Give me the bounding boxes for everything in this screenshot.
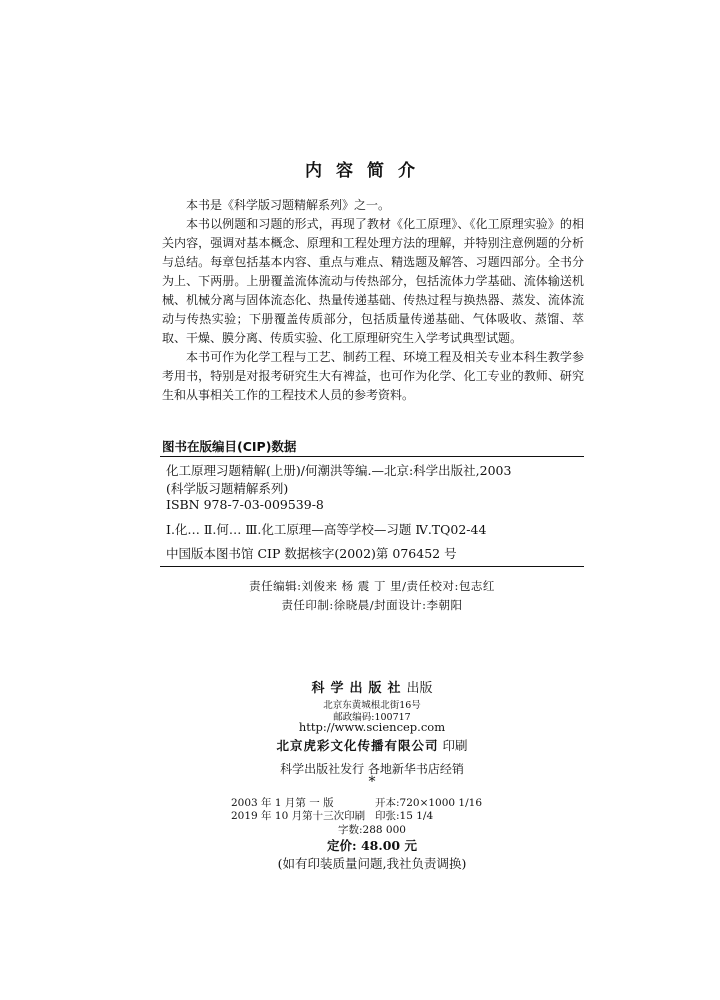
- intro-paragraph: 本书以例题和习题的形式，再现了教材《化工原理》、《化工原理实验》的相关内容，强调对基本概念、原理和工程处理方法的理解，并特别注意例题的分析与总结。每章包括基本内容、重点与难点、精选题及解答、习题四部分。全书分为上、下两册。上册覆盖流体流动与传热部分，包括流体力学基础、流体输送机械、机械分离与固体流态化、热量传递基础、传热过程与换热器、蒸发、流体流动与传热实验；下册覆盖传质部分，包括质量传递基础、气体吸收、蒸馏、萃取、干燥、膜分离、传质实验、化工原理研究生入学考试典型试题。: [162, 217, 584, 345]
- publisher-address: 北京东黄城根北街16号: [323, 700, 421, 711]
- credits-line-2: 责任印制:徐晓晨/封面设计:李朝阳: [281, 598, 463, 612]
- sheets-info: 印张:15 1/4: [375, 810, 434, 822]
- quality-notice: (如有印装质量问题,我社负责调换): [277, 856, 467, 871]
- cip-classification: Ⅰ.化… Ⅱ.何… Ⅲ.化工原理—高等学校—习题 Ⅳ.TQ02-44: [166, 522, 487, 537]
- publisher-line: [160, 677, 584, 696]
- price: 定价: 48.00 元: [327, 838, 417, 853]
- page-title: 内容简介: [305, 161, 429, 181]
- edition-info: 2003 年 1 月第 一 版: [231, 797, 334, 809]
- credits-line-1: 责任编辑:刘俊来 杨 震 丁 里/责任校对:包志红: [249, 579, 495, 593]
- wordcount-info: 字数:288 000: [338, 824, 406, 836]
- printer-name: 北京虎彩文化传播有限公司: [276, 738, 439, 753]
- publisher-suffix: 出版: [406, 681, 433, 696]
- cip-bottom-rule: [160, 566, 584, 567]
- separator-star: *: [368, 774, 376, 790]
- intro-text: [162, 196, 584, 405]
- publisher-url: http://www.sciencep.com: [298, 720, 446, 734]
- printing-info: 2019 年 10 月第十三次印刷: [231, 810, 366, 822]
- intro-paragraph: 本书可作为化学工程与工艺、制药工程、环境工程及相关专业本科生教学参考用书，特别是对报考研究生大有裨益，也可作为化学、化工专业的教师、研究生和从事相关工作的工程技术人员的参考资料。: [162, 350, 584, 402]
- publisher-name: 科学出版社: [311, 681, 407, 696]
- printer-line: [160, 736, 584, 754]
- cip-isbn: ISBN 978-7-03-009539-8: [166, 497, 324, 512]
- publisher-postcode: 邮政编码:100717: [333, 712, 411, 723]
- printer-suffix: 印刷: [442, 738, 468, 753]
- distribution-line: 科学出版社发行 各地新华书店经销: [280, 762, 464, 776]
- cip-title-line: 化工原理习题精解(上册)/何潮洪等编.—北京:科学出版社,2003: [166, 463, 512, 478]
- cip-top-rule: [160, 456, 584, 457]
- cip-series-line: (科学版习题精解系列): [166, 481, 289, 496]
- format-info: 开本:720×1000 1/16: [375, 797, 483, 809]
- cip-number: 中国版本图书馆 CIP 数据核字(2002)第 076452 号: [166, 546, 457, 561]
- intro-paragraph: 本书是《科学版习题精解系列》之一。: [186, 198, 391, 212]
- cip-heading: 图书在版编目(CIP)数据: [162, 439, 297, 454]
